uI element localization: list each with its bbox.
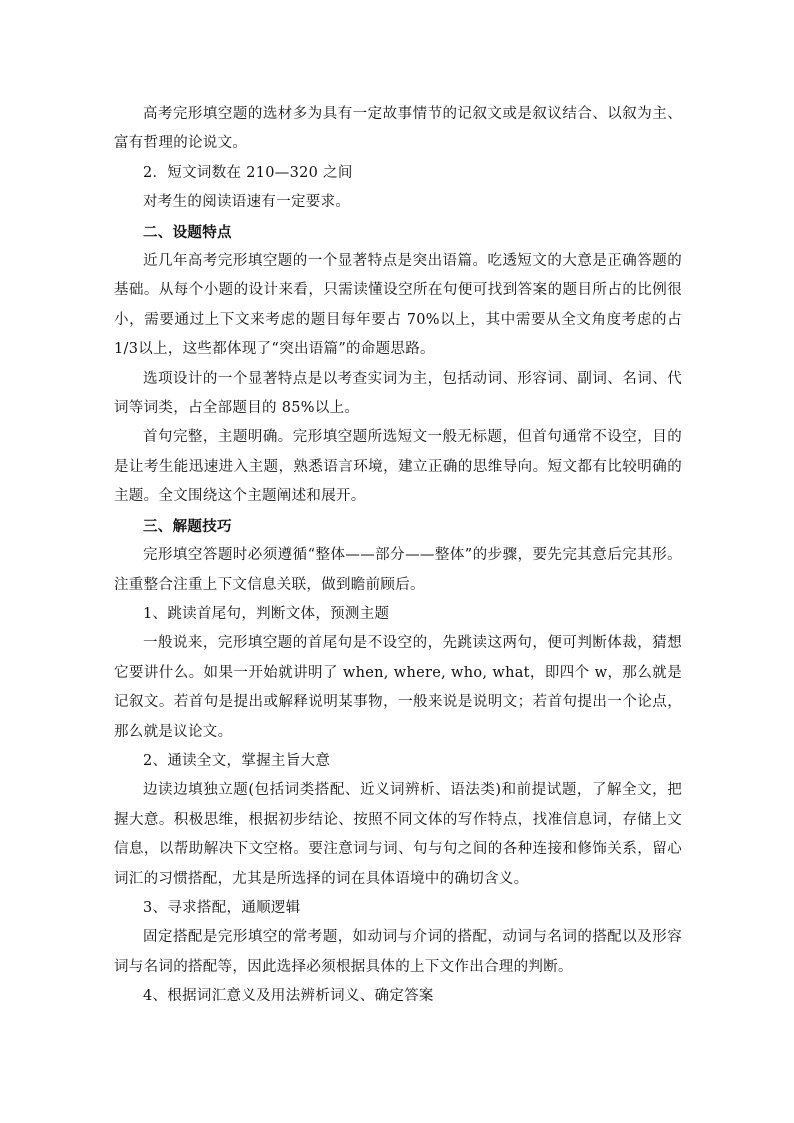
paragraph-discourse-focus: 近几年高考完形填空题的一个显著特点是突出语篇。吃透短文的大意是正确答题的基础。从每个小题的设计来看，只需读懂设空所在句便可找到答案的题目所占的比例很小，需要通过上下文来考虑的题目每年要占 70%以上，其中需要从全文角度考虑的占 1/3以上，这些都体现了“突出语篇”的命题思路。 [114,253,682,358]
paragraph-intro-material: 高考完形填空题的选材多为具有一定故事情节的记叙文或是叙议结合、以叙为主、富有哲理的论说文。 [114,106,682,152]
paragraph-skill-2-body: 边读边填独立题(包括词类搭配、近义词辨析、语法类)和前提试题，了解全文，把握大意。积极思维，根据初步结论、按照不同文体的写作特点，找准信息词，存储上文信息，以帮助解决下文空格。要注意词与词、句与句之间的各种连接和修饰关系，留心词汇的习惯搭配，尤其是所选择的词在具体语境中的确切含义。 [114,782,682,887]
section-heading-solving-skills: 三、解题技巧 [143,517,232,535]
paragraph-option-design: 选项设计的一个显著特点是以考查实词为主，包括动词、形容词、副词、名词、代词等词类，占全部题目的 85%以上。 [114,370,682,417]
paragraph-skill-3-heading: 3、寻求搭配，通顺逻辑 [143,899,301,916]
section-heading-question-features: 二、设题特点 [143,223,232,241]
paragraph-first-sentence: 首句完整，主题明确。完形填空题所选短文一般无标题，但首句通常不设空，目的是让考生能迅速进入主题，熟悉语言环境，建立正确的思维导向。短文都有比较明确的主题。全文围绕这个主题阐述和展开。 [114,429,682,505]
paragraph-skill-1-body: 一般说来，完形填空题的首尾句是不设空的，先跳读这两句，便可判断体裁，猜想它要讲什么。如果一开始就讲明了 when, where, who, what，即四个 w，那么就是记叙文。若首句是提出或解释说明某事物，一般来说是说明文；若首句提出一个论点，那么就是议论文。 [114,635,682,740]
paragraph-skill-3-body: 固定搭配是完形填空的常考题，如动词与介词的搭配，动词与名词的搭配以及形容词与名词的搭配等，因此选择必须根据具体的上下文作出合理的判断。 [114,929,682,975]
paragraph-skill-1-heading: 1、跳读首尾句，判断文体，预测主题 [143,605,390,622]
paragraph-skill-2-heading: 2、通读全文，掌握主旨大意 [143,752,331,769]
paragraph-reading-speed: 对考生的阅读语速有一定要求。 [143,194,351,211]
document-body [114,100,682,1012]
paragraph-skill-4-heading: 4、根据词汇意义及用法辨析词义、确定答案 [143,988,434,1005]
paragraph-word-count-heading: 2．短文词数在 210—320 之间 [143,164,353,181]
paragraph-whole-part-whole: 完形填空答题时必须遵循“整体——部分——整体”的步骤，要先完其意后完其形。注重整合注重上下文信息关联，做到瞻前顾后。 [114,547,682,593]
